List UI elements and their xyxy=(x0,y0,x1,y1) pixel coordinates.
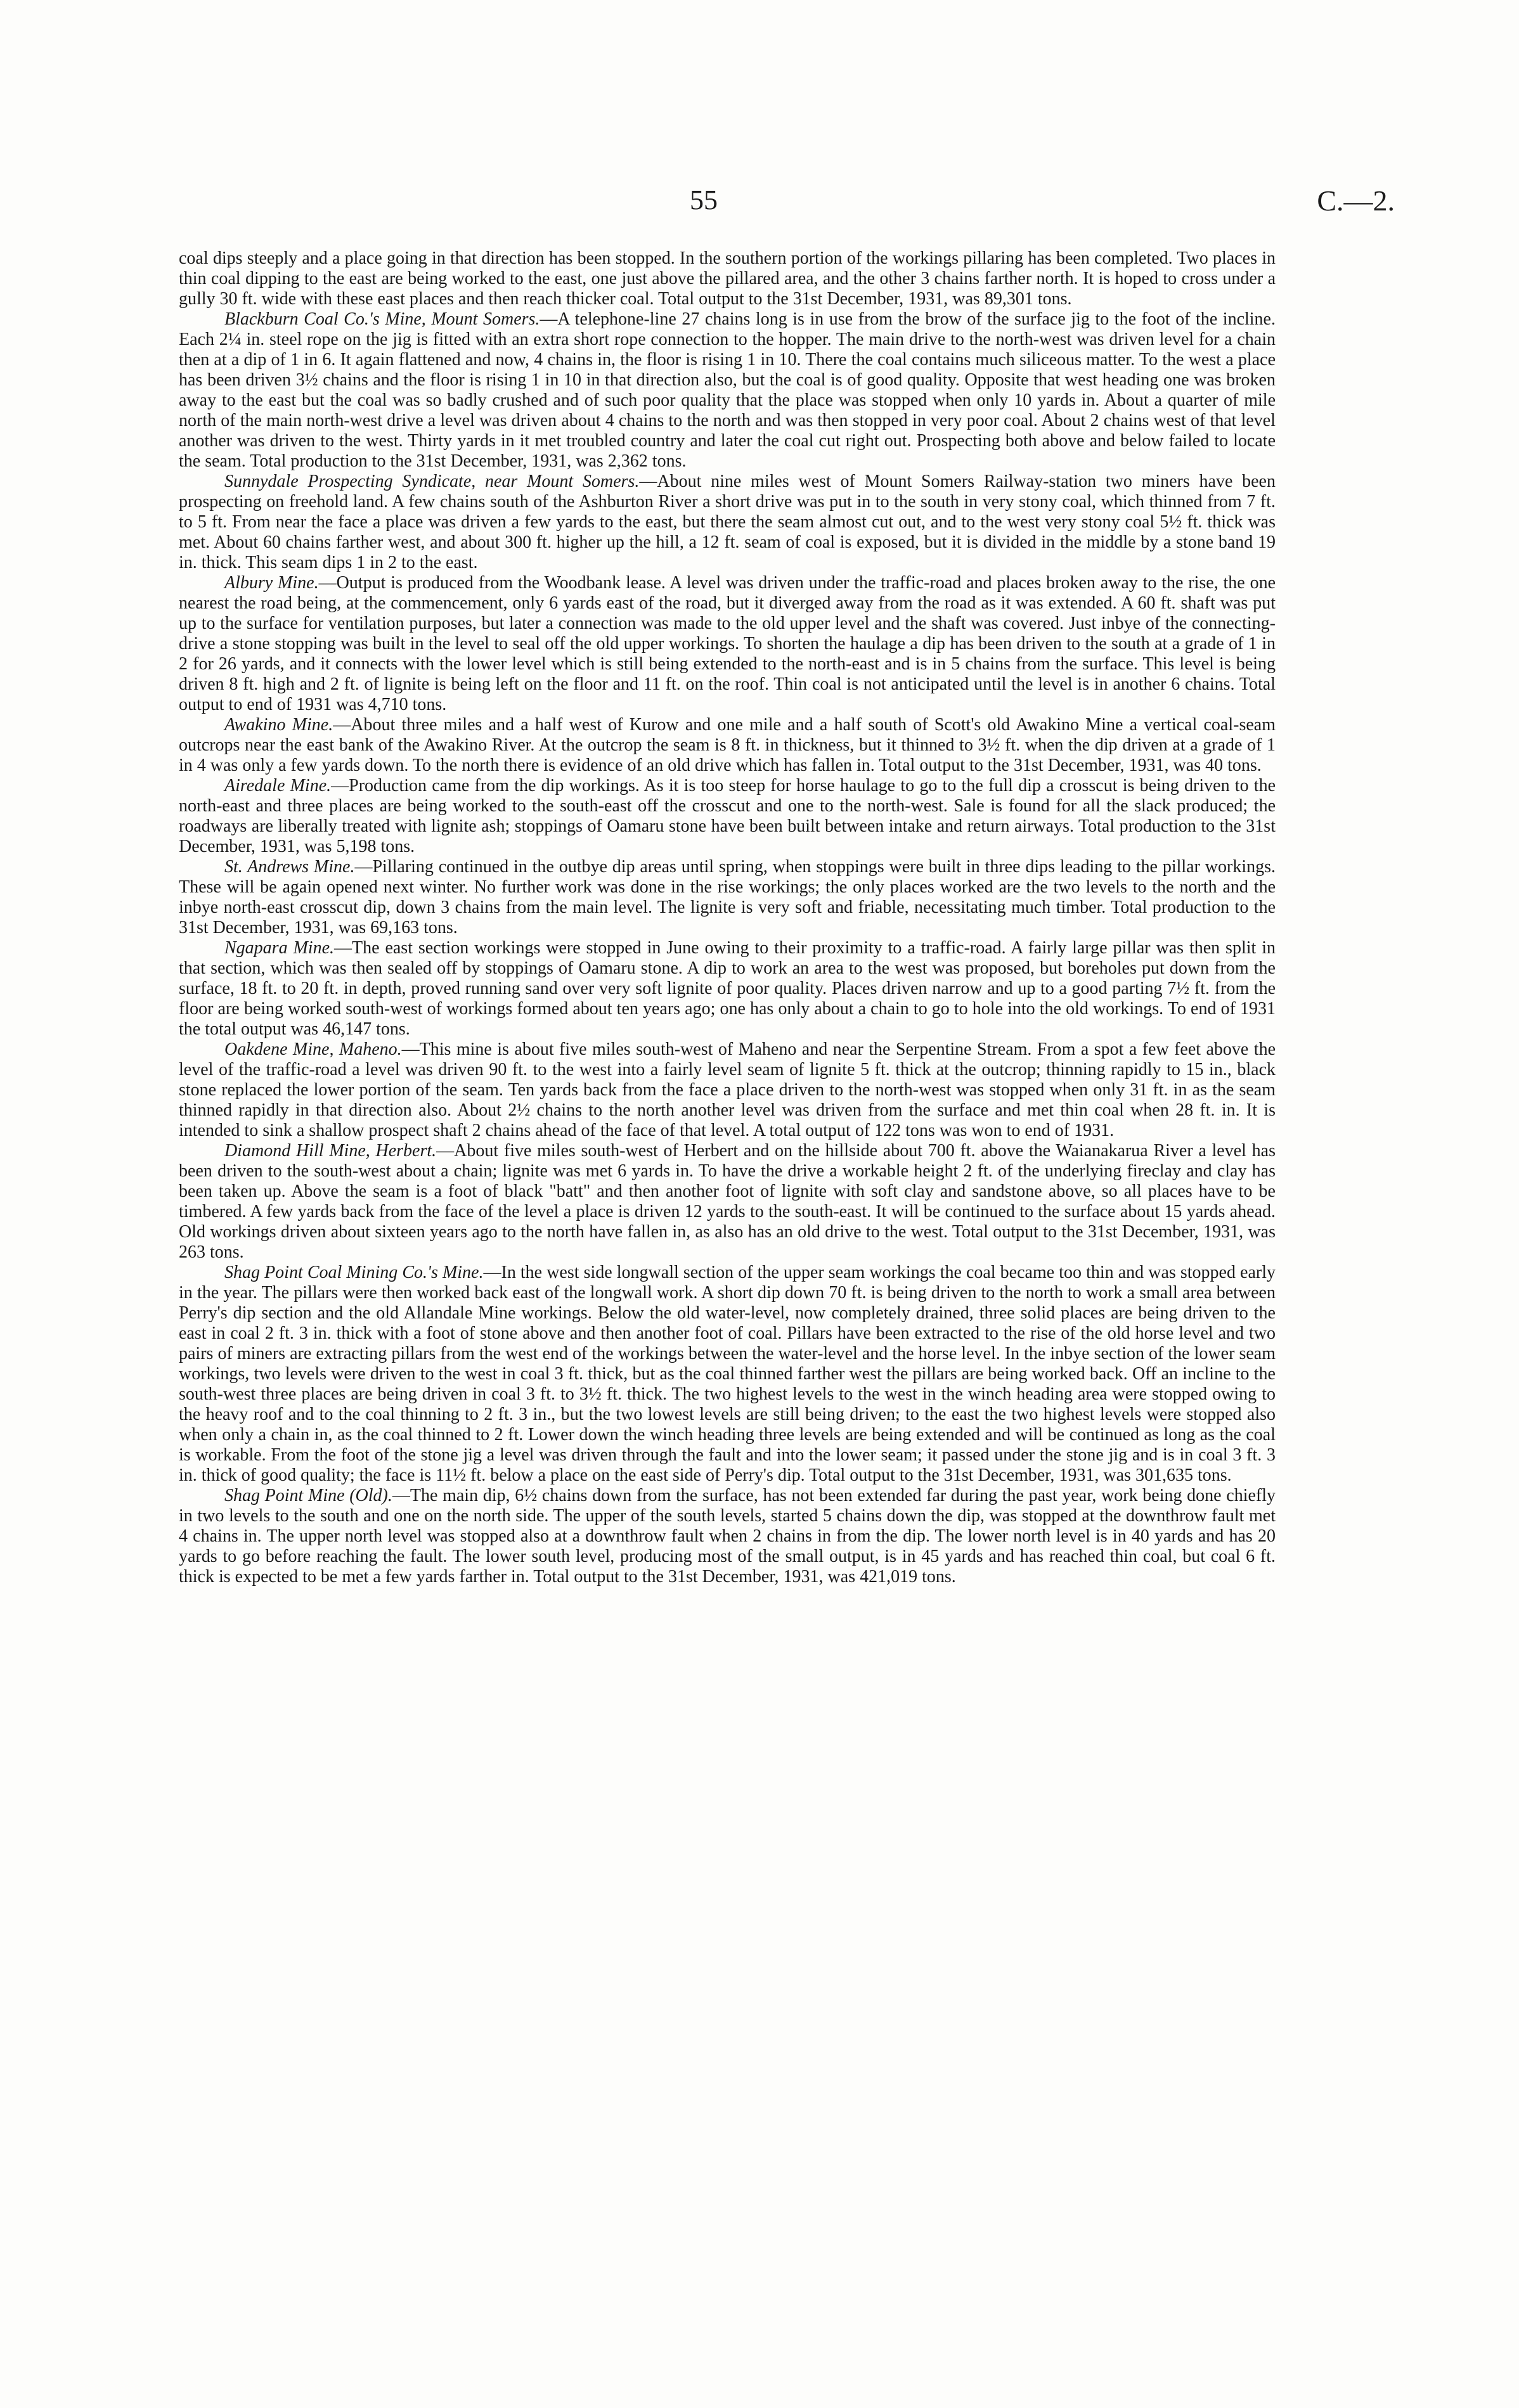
paragraph-heading: Sunnydale Prospecting Syndicate, near Mount Somers. xyxy=(224,472,640,491)
paragraph-sunnydale xyxy=(179,472,1276,573)
paragraph-heading: Ngapara Mine. xyxy=(224,938,335,958)
paragraph-text: —Production came from the dip workings. As it is too steep for horse haulage to go to the full dip a crosscut is being driven to the north-east and three places are being worked to the south-east off the crosscut and one to the north-west. Sale is found for all the slack produced; the roadways are liberally treated with lignite ash; stoppings of Oamaru stone have been built between intake and return airways. Total production to the 31st December, 1931, was 5,198 tons. xyxy=(179,776,1276,856)
paragraph-text: —In the west side longwall section of the upper seam workings the coal became too thin and was stopped early in the year. The pillars were then worked back east of the longwall work. A short dip down 70 ft. is being driven to the north to work a small area between Perry's dip section and the old Allandale Mine workings. Below the old water-level, now completely drained, three solid places are being driven to the east in coal 2 ft. 3 in. thick with a foot of stone above and then another foot of coal. Pillars have been extracted to the rise of the old horse level and two pairs of miners are extracting pillars from the west end of the workings between the water-level and the horse level. In the inbye section of the lower seam workings, two levels were driven to the west in coal 3 ft. thick, but as the coal thinned farther west the pillars are being worked back. Off an incline to the south-west three places are being driven in coal 3 ft. to 3½ ft. thick. The two highest levels to the west in the winch heading area were stopped owing to the heavy roof and to the coal thinning to 2 ft. 3 in., but the two lowest levels are still being driven; to the east the two highest levels were stopped also when only a chain in, as the coal thinned to 2 ft. Lower down the winch heading three levels are being extended and will be continued as long as the coal is workable. From the foot of the stone jig a level was driven through the fault and into the lower seam; it passed under the stone jig and is in coal 3 ft. 3 in. thick of good quality; the face is 11½ ft. below a place on the east side of Perry's dip. Total output to the 31st December, 1931, was 301,635 tons. xyxy=(179,1263,1276,1485)
document-reference: C.—2. xyxy=(1317,184,1395,217)
paragraph-continued xyxy=(179,248,1276,309)
paragraph-st-andrews xyxy=(179,857,1276,938)
paragraph-text: —About three miles and a half west of Kurow and one mile and a half south of Scott's old Awakino Mine a vertical coal-seam outcrops near the east bank of the Awakino River. At the outcrop the seam is 8 ft. in thickness, but it thinned to 3½ ft. when the dip driven at a grade of 1 in 4 was only a few yards down. To the north there is evidence of an old drive which has fallen in. Total output to the 31st December, 1931, was 40 tons. xyxy=(179,715,1276,775)
paragraph-oakdene xyxy=(179,1040,1276,1141)
paragraph-text: —About five miles south-west of Herbert and on the hillside about 700 ft. above the Waianakarua River a level has been driven to the south-west about a chain; lignite was met 6 yards in. To have the drive a workable height 2 ft. of the underlying fireclay and clay has been taken up. Above the seam is a foot of black "batt" and then another foot of lignite with soft clay and sandstone above, so all places have to be timbered. A few yards back from the face of the level a place is driven 12 yards to the south-east. It will be continued to the surface about 15 yards ahead. Old workings driven about sixteen years ago to the north have fallen in, as also has an old drive to the west. Total output to the 31st December, 1931, was 263 tons. xyxy=(179,1141,1276,1262)
paragraph-heading: Oakdene Mine, Maheno. xyxy=(224,1040,402,1059)
paragraph-heading: Diamond Hill Mine, Herbert. xyxy=(224,1141,437,1161)
paragraph-awakino xyxy=(179,715,1276,776)
paragraph-heading: Shag Point Coal Mining Co.'s Mine. xyxy=(224,1263,484,1282)
paragraph-heading: Awakino Mine. xyxy=(224,715,333,735)
paragraph-blackburn xyxy=(179,309,1276,472)
page-number: 55 xyxy=(690,184,718,216)
paragraph-diamond-hill xyxy=(179,1141,1276,1263)
body-text xyxy=(179,248,1276,1587)
paragraph-heading: Shag Point Mine (Old). xyxy=(224,1486,392,1505)
paragraph-shag-point-old xyxy=(179,1486,1276,1587)
paragraph-heading: Albury Mine. xyxy=(224,573,319,593)
paragraph-text: —Pillaring continued in the outbye dip areas until spring, when stoppings were built in three dips leading to the pillar workings. These will be again opened next winter. No further work was done in the rise workings; the only places worked are the two levels to the north and the inbye north-east crosscut dip, down 3 chains from the main level. The lignite is very soft and friable, necessitating much timber. Total production to the 31st December, 1931, was 69,163 tons. xyxy=(179,857,1276,937)
paragraph-text: —A telephone-line 27 chains long is in use from the brow of the surface jig to the foot of the incline. Each 2¼ in. steel rope on the jig is fitted with an extra short rope connection to the hopper. The main drive to the north-west was driven level for a chain then at a dip of 1 in 6. It again flattened and now, 4 chains in, the floor is rising 1 in 10. There the coal contains much siliceous matter. To the west a place has been driven 3½ chains and the floor is rising 1 in 10 in that direction also, but the coal is of good quality. Opposite that west heading one was broken away to the east but the coal was so badly crushed and of such poor quality that the place was stopped when only 10 yards in. About a quarter of mile north of the main north-west drive a level was driven about 4 chains to the north and was then stopped in very poor coal. About 2 chains west of that level another was driven to the west. Thirty yards in it met troubled country and later the coal cut right out. Prospecting both above and below failed to locate the seam. Total production to the 31st December, 1931, was 2,362 tons. xyxy=(179,309,1276,471)
paragraph-text: —Output is produced from the Woodbank lease. A level was driven under the traffic-road and places broken away to the rise, the one nearest the road being, at the commencement, only 6 yards east of the road, but it diverged away from the road as it was extended. A 60 ft. shaft was put up to the surface for ventilation purposes, but later a connection was made to the old upper level and the shaft was covered. Just inbye of the connecting-drive a stone stopping was built in the level to seal off the old upper workings. To shorten the haulage a dip has been driven to the south at a grade of 1 in 2 for 26 yards, and it connects with the lower level which is still being extended to the north-east and is in 5 chains from the surface. This level is being driven 8 ft. high and 2 ft. of lignite is being left on the floor and 11 ft. on the roof. Thin coal is not anticipated until the level is in another 6 chains. Total output to end of 1931 was 4,710 tons. xyxy=(179,573,1276,714)
paragraph-heading: Airedale Mine. xyxy=(224,776,332,795)
paragraph-text: —About nine miles west of Mount Somers Railway-station two miners have been prospecting on freehold land. A few chains south of the Ashburton River a short drive was put in to the south in very stony coal, which thinned from 7 ft. to 5 ft. From near the face a place was driven a few yards to the east, but there the seam almost cut out, and to the west very stony coal 5½ ft. thick was met. About 60 chains farther west, and about 300 ft. higher up the hill, a 12 ft. seam of coal is exposed, but it is divided in the middle by a stone band 19 in. thick. This seam dips 1 in 2 to the east. xyxy=(179,472,1276,572)
paragraph-albury xyxy=(179,573,1276,715)
page-header xyxy=(0,184,1519,228)
paragraph-ngapara xyxy=(179,938,1276,1040)
paragraph-text: —This mine is about five miles south-west of Maheno and near the Serpentine Stream. From a spot a few feet above the level of the traffic-road a level was driven 90 ft. to the west into a fairly level seam of lignite 5 ft. thick at the outcrop; thinning rapidly to 15 in., black stone replaced the lower portion of the seam. Ten yards back from the face a place driven to the north-west was stopped when only 31 ft. in as the seam thinned rapidly in that direction also. About 2½ chains to the north another level was driven from the surface and met thin coal when 28 ft. in. It is intended to sink a shallow prospect shaft 2 chains ahead of the face of that level. A total output of 122 tons was won to end of 1931. xyxy=(179,1040,1276,1140)
paragraph-text: —The east section workings were stopped in June owing to their proximity to a traffic-road. A fairly large pillar was then split in that section, which was then sealed off by stoppings of Oamaru stone. A dip to work an area to the west was proposed, but boreholes put down from the surface, 18 ft. to 20 ft. in depth, proved running sand over very soft lignite of poor quality. Places driven narrow and up to a good parting 7½ ft. from the floor are being worked south-west of workings formed about ten years ago; one has only about a chain to go to hole into the old workings. To end of 1931 the total output was 46,147 tons. xyxy=(179,938,1276,1039)
paragraph-heading: St. Andrews Mine. xyxy=(224,857,355,877)
paragraph-heading: Blackburn Coal Co.'s Mine, Mount Somers. xyxy=(224,309,540,329)
paragraph-text: —The main dip, 6½ chains down from the surface, has not been extended far during the past year, work being done chiefly in two levels to the south and one on the north side. The upper of the south levels, started 5 chains down the dip, was stopped at the downthrow fault met 4 chains in. The upper north level was stopped also at a downthrow fault when 2 chains in from the dip. The lower north level is in 40 yards and has 20 yards to go before reaching the fault. The lower south level, producing most of the small output, is in 45 yards and has reached thin coal, but coal 6 ft. thick is expected to be met a few yards farther in. Total output to the 31st December, 1931, was 421,019 tons. xyxy=(179,1486,1276,1587)
paragraph-text: coal dips steeply and a place going in that direction has been stopped. In the southern portion of the workings pillaring has been completed. Two places in thin coal dipping to the east are being worked to the east, one just above the pillared area, and the other 3 chains farther north. It is hoped to cross under a gully 30 ft. wide with these east places and then reach thicker coal. Total output to the 31st December, 1931, was 89,301 tons. xyxy=(179,248,1276,309)
paragraph-airedale xyxy=(179,776,1276,857)
paragraph-shag-point-co xyxy=(179,1263,1276,1486)
